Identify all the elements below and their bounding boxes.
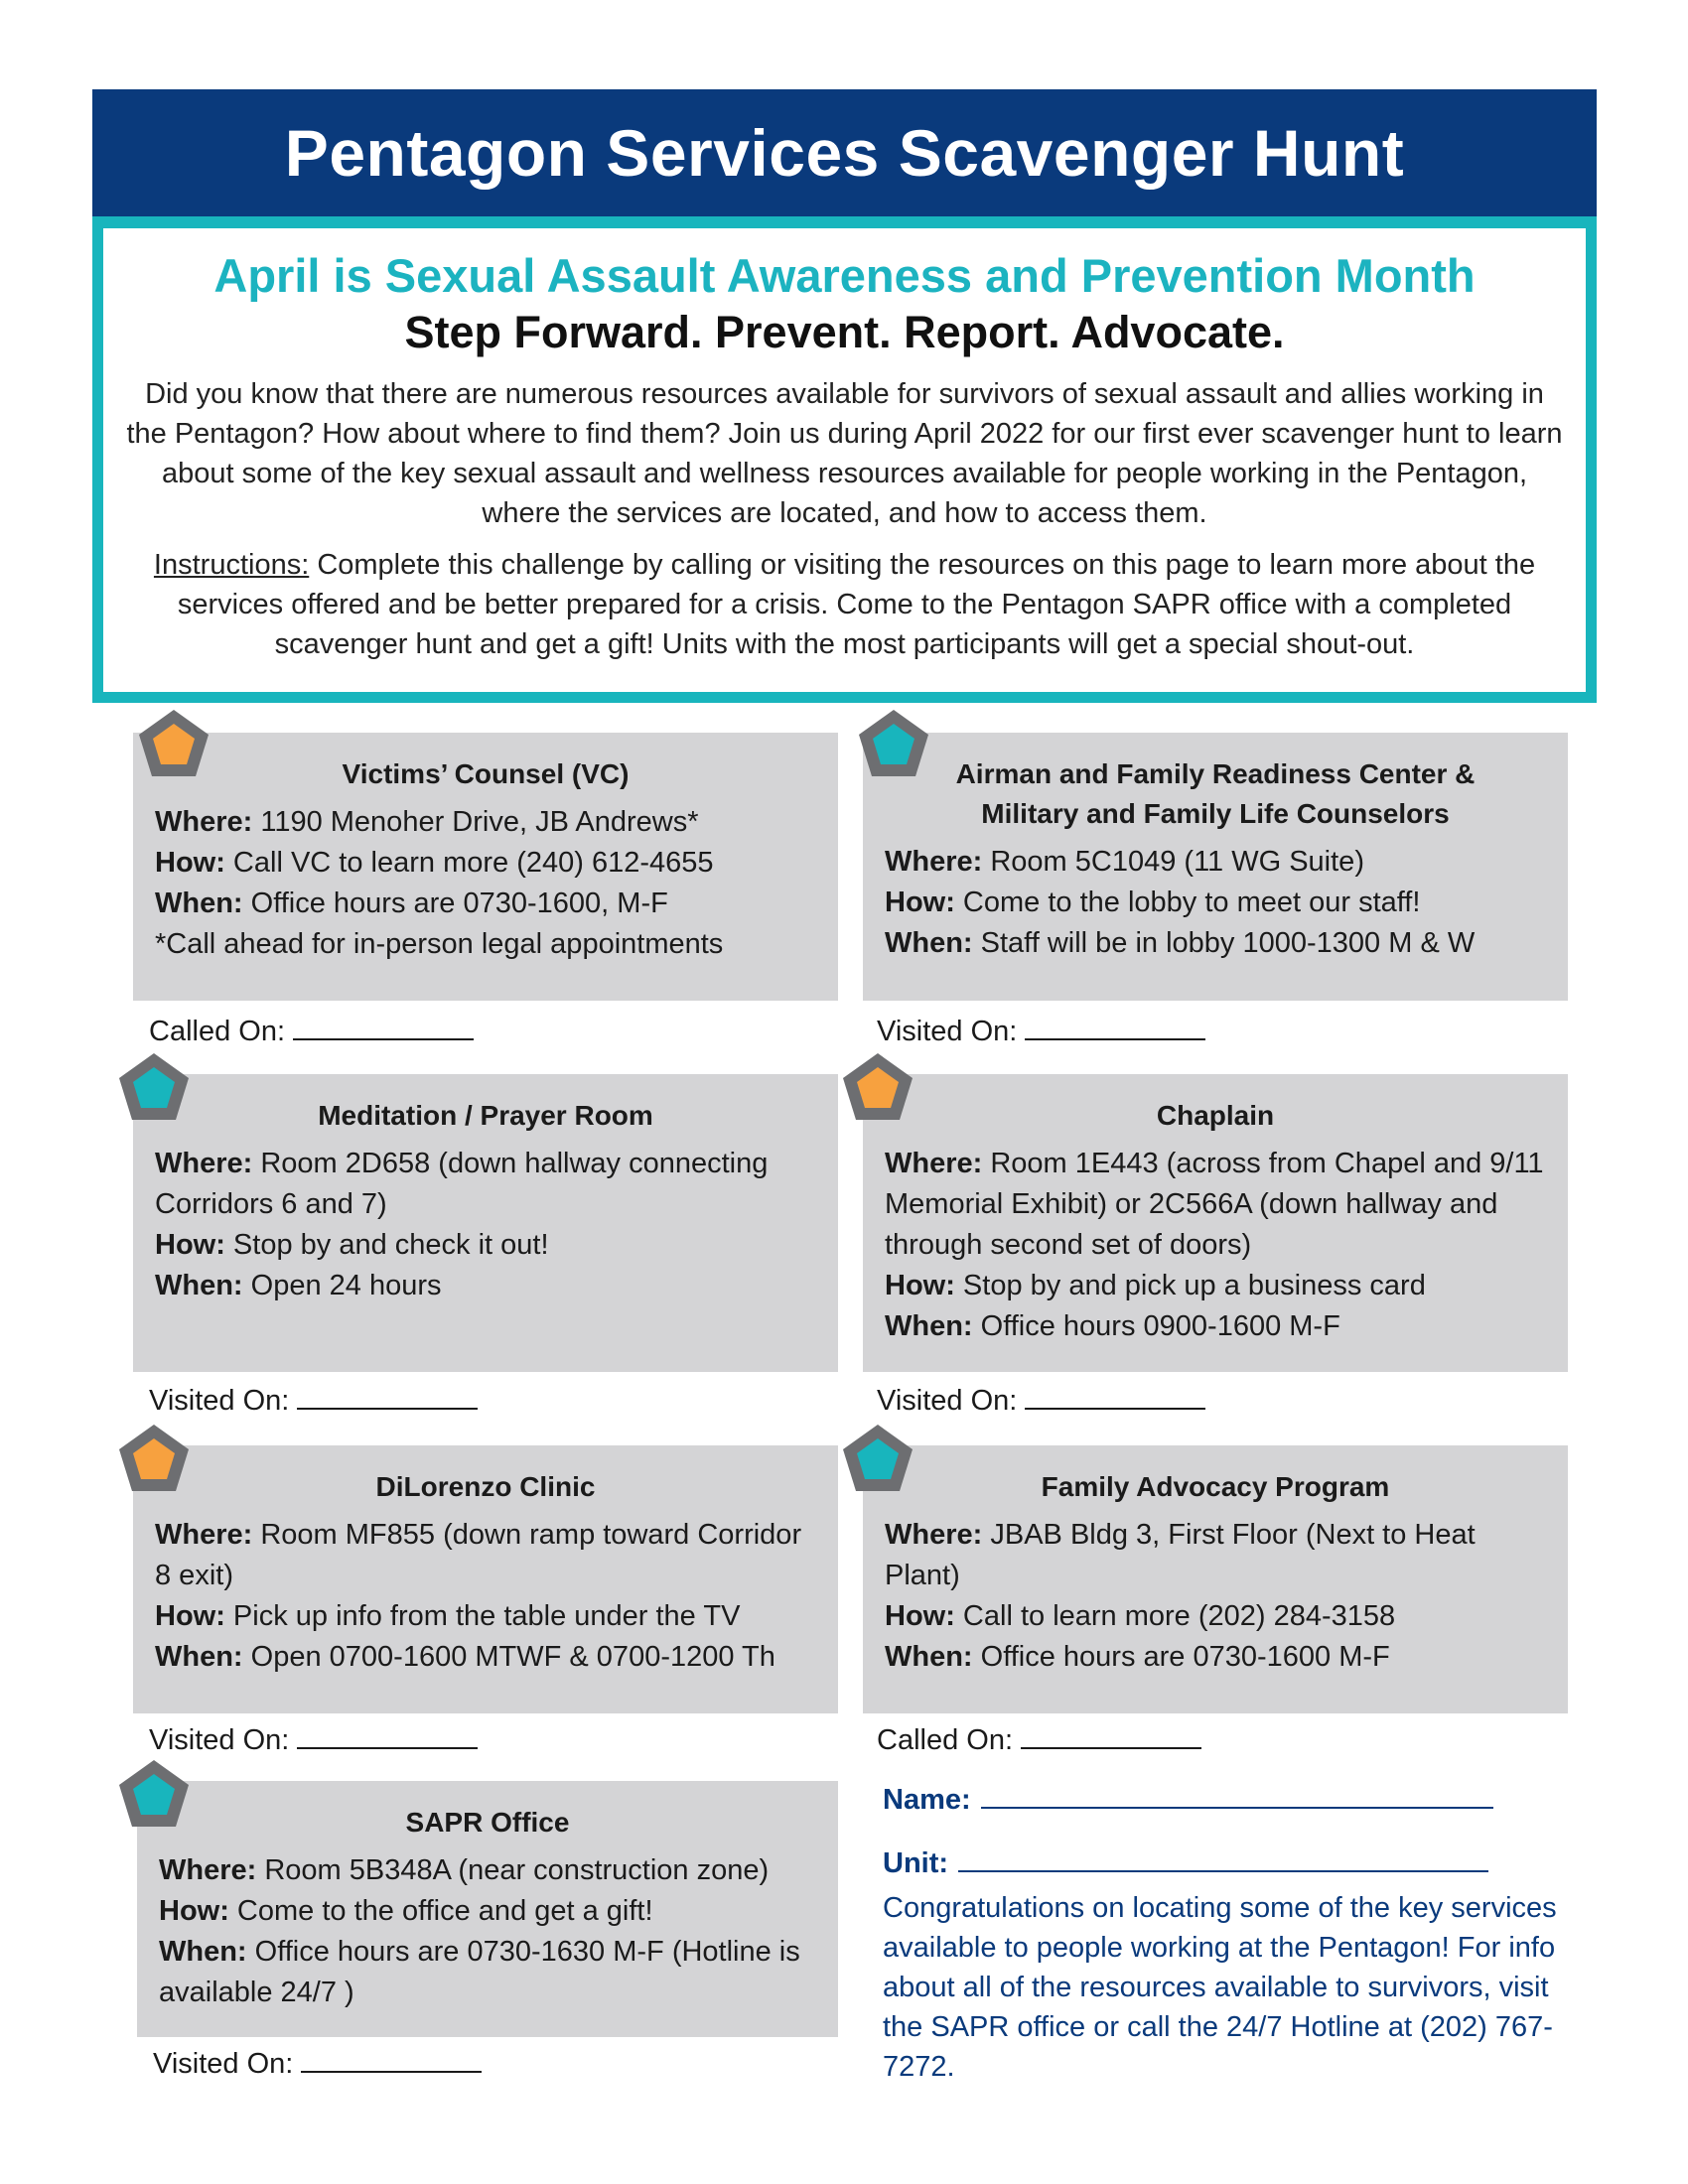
how-line [885, 883, 1546, 923]
sign-label: Visited On: [877, 1385, 1018, 1417]
when-value: Office hours 0900-1600 M-F [972, 1310, 1340, 1342]
name-blank[interactable] [981, 1781, 1493, 1809]
card-title: DiLorenzo Clinic [375, 1471, 596, 1502]
sign-label: Called On: [149, 1016, 286, 1047]
card-title-line1: Airman and Family Readiness Center & [955, 758, 1476, 789]
date-blank[interactable] [297, 1382, 478, 1410]
how-line [159, 1891, 816, 1932]
note-line: *Call ahead for in-person legal appointments [155, 928, 724, 960]
instructions-label: Instructions: [153, 549, 310, 581]
date-blank[interactable] [1025, 1013, 1205, 1040]
when-line [155, 1266, 816, 1306]
when-line [159, 1932, 816, 2013]
how-line [885, 1266, 1546, 1306]
card-title: Meditation / Prayer Room [318, 1100, 653, 1131]
sign-label: Visited On: [149, 1724, 290, 1756]
where-label: Where: [885, 1148, 983, 1179]
how-line [155, 1596, 816, 1637]
unit-blank[interactable] [958, 1844, 1488, 1872]
how-value: Stop by and check it out! [224, 1229, 549, 1261]
when-value: Open 0700-1600 MTWF & 0700-1200 Th [242, 1641, 775, 1673]
where-label: Where: [155, 1519, 253, 1551]
when-value: Open 24 hours [242, 1270, 442, 1301]
where-label: Where: [155, 1148, 253, 1179]
called-on-field[interactable] [877, 1721, 1201, 1757]
where-value: Room MF855 (down ramp toward Corridor 8 exit) [155, 1519, 802, 1591]
how-label: How: [155, 847, 225, 879]
instructions-text: Complete this challenge by calling or visiting the resources on this page to learn more about the services offered and be better prepared for a crisis. Come to the Pentagon SAPR office with a completed scavenger hunt and get a gift! Units with the most participants will get a special shout-out. [177, 549, 1536, 660]
when-label: When: [885, 1641, 973, 1673]
how-value: Come to the office and get a gift! [228, 1895, 653, 1927]
how-label: How: [885, 1270, 955, 1301]
page-title: Pentagon Services Scavenger Hunt [284, 116, 1405, 190]
date-blank[interactable] [293, 1013, 474, 1040]
card-title: Victims’ Counsel (VC) [342, 758, 630, 789]
when-value: Office hours are 0730-1600 M-F [972, 1641, 1390, 1673]
pentagon-marker-icon [840, 1422, 915, 1497]
how-value: Call to learn more (202) 284-3158 [954, 1600, 1396, 1632]
how-value: Call VC to learn more (240) 612-4655 [224, 847, 714, 879]
visited-on-field[interactable] [877, 1382, 1205, 1418]
where-line [885, 1515, 1546, 1596]
where-line [155, 1515, 816, 1596]
sign-label: Visited On: [877, 1016, 1018, 1047]
when-line [885, 1637, 1546, 1678]
date-blank[interactable] [297, 1721, 478, 1749]
when-label: When: [155, 1641, 243, 1673]
where-value: 1190 Menoher Drive, JB Andrews* [252, 806, 699, 838]
date-blank[interactable] [1021, 1721, 1201, 1749]
where-value: JBAB Bldg 3, First Floor (Next to Heat Plant) [885, 1519, 1476, 1591]
how-label: How: [159, 1895, 229, 1927]
how-label: How: [885, 1600, 955, 1632]
sign-label: Visited On: [149, 1385, 290, 1417]
visited-on-field[interactable] [153, 2045, 482, 2081]
when-line [885, 923, 1546, 964]
when-line [885, 1306, 1546, 1347]
intro-tagline: Step Forward. Prevent. Report. Advocate. [404, 307, 1285, 357]
name-field[interactable] [883, 1781, 1493, 1817]
when-label: When: [159, 1936, 247, 1968]
name-label: Name: [883, 1784, 971, 1816]
where-line [885, 1144, 1546, 1266]
card-chaplain [863, 1074, 1568, 1372]
congratulations-text: Congratulations on locating some of the key services available to people working at the Pentagon! For info about all of the resources available to survivors, visit the SAPR office or call the 24/7 Hotline at (202) 767-7272. [883, 1892, 1557, 2083]
how-line [155, 843, 816, 884]
when-line [155, 1637, 816, 1678]
date-blank[interactable] [1025, 1382, 1205, 1410]
date-blank[interactable] [301, 2045, 482, 2073]
card-sapr-office [137, 1781, 838, 2037]
pentagon-marker-icon [116, 1422, 192, 1497]
instructions-paragraph [125, 545, 1564, 664]
where-line [155, 802, 816, 843]
when-label: When: [885, 927, 973, 959]
where-line [159, 1850, 816, 1891]
how-label: How: [155, 1600, 225, 1632]
card-title-line2: Military and Family Life Counselors [981, 798, 1450, 829]
where-value: Room 2D658 (down hallway connecting Corridors 6 and 7) [155, 1148, 769, 1220]
when-value: Office hours are 0730-1600, M-F [242, 887, 668, 919]
unit-field[interactable] [883, 1844, 1488, 1880]
when-value: Staff will be in lobby 1000-1300 M & W [972, 927, 1476, 959]
when-label: When: [155, 887, 243, 919]
where-value: Room 1E443 (across from Chapel and 9/11 Memorial Exhibit) or 2C566A (down hallway and through second set of doors) [885, 1148, 1544, 1261]
where-label: Where: [155, 806, 253, 838]
where-value: Room 5C1049 (11 WG Suite) [982, 846, 1364, 878]
how-label: How: [885, 887, 955, 918]
visited-on-field[interactable] [149, 1382, 478, 1418]
how-line [155, 1225, 816, 1266]
when-value: Office hours are 0730-1630 M-F (Hotline is available 24/7 ) [159, 1936, 800, 2008]
visited-on-field[interactable] [149, 1721, 478, 1757]
intro-body: Did you know that there are numerous resources available for survivors of sexual assault and allies working in the Pentagon? How about where to find them? Join us during April 2022 for our first ever scavenger hunt to learn about some of the key sexual assault and wellness resources available for people working in the Pentagon, where the services are located, and how to access them. [126, 378, 1563, 529]
where-label: Where: [885, 846, 983, 878]
intro-box [92, 216, 1597, 703]
where-value: Room 5B348A (near construction zone) [256, 1854, 770, 1886]
card-airman-family-readiness [863, 733, 1568, 1001]
where-line [155, 1144, 816, 1225]
how-value: Stop by and pick up a business card [954, 1270, 1426, 1301]
pentagon-marker-icon [136, 707, 211, 782]
how-value: Pick up info from the table under the TV [224, 1600, 741, 1632]
card-family-advocacy [863, 1445, 1568, 1713]
when-line [155, 884, 816, 924]
card-title: Chaplain [1156, 1100, 1275, 1131]
where-line [885, 842, 1546, 883]
card-title: Family Advocacy Program [1041, 1471, 1390, 1502]
visited-on-field[interactable] [877, 1013, 1205, 1048]
title-banner [92, 89, 1597, 216]
called-on-field[interactable] [149, 1013, 474, 1048]
how-line [885, 1596, 1546, 1637]
intro-heading: April is Sexual Assault Awareness and Prevention Month [213, 249, 1476, 302]
pentagon-marker-icon [116, 1757, 192, 1833]
card-meditation-room [133, 1074, 838, 1372]
sign-label: Called On: [877, 1724, 1014, 1756]
where-label: Where: [159, 1854, 257, 1886]
how-label: How: [155, 1229, 225, 1261]
where-label: Where: [885, 1519, 983, 1551]
when-label: When: [885, 1310, 973, 1342]
how-value: Come to the lobby to meet our staff! [954, 887, 1421, 918]
pentagon-marker-icon [116, 1050, 192, 1126]
pentagon-marker-icon [856, 707, 931, 782]
sign-label: Visited On: [153, 2048, 294, 2080]
when-label: When: [155, 1270, 243, 1301]
unit-label: Unit: [883, 1847, 949, 1879]
card-title: SAPR Office [405, 1807, 570, 1838]
pentagon-marker-icon [840, 1050, 915, 1126]
card-victims-counsel [133, 733, 838, 1001]
card-dilorenzo-clinic [133, 1445, 838, 1713]
